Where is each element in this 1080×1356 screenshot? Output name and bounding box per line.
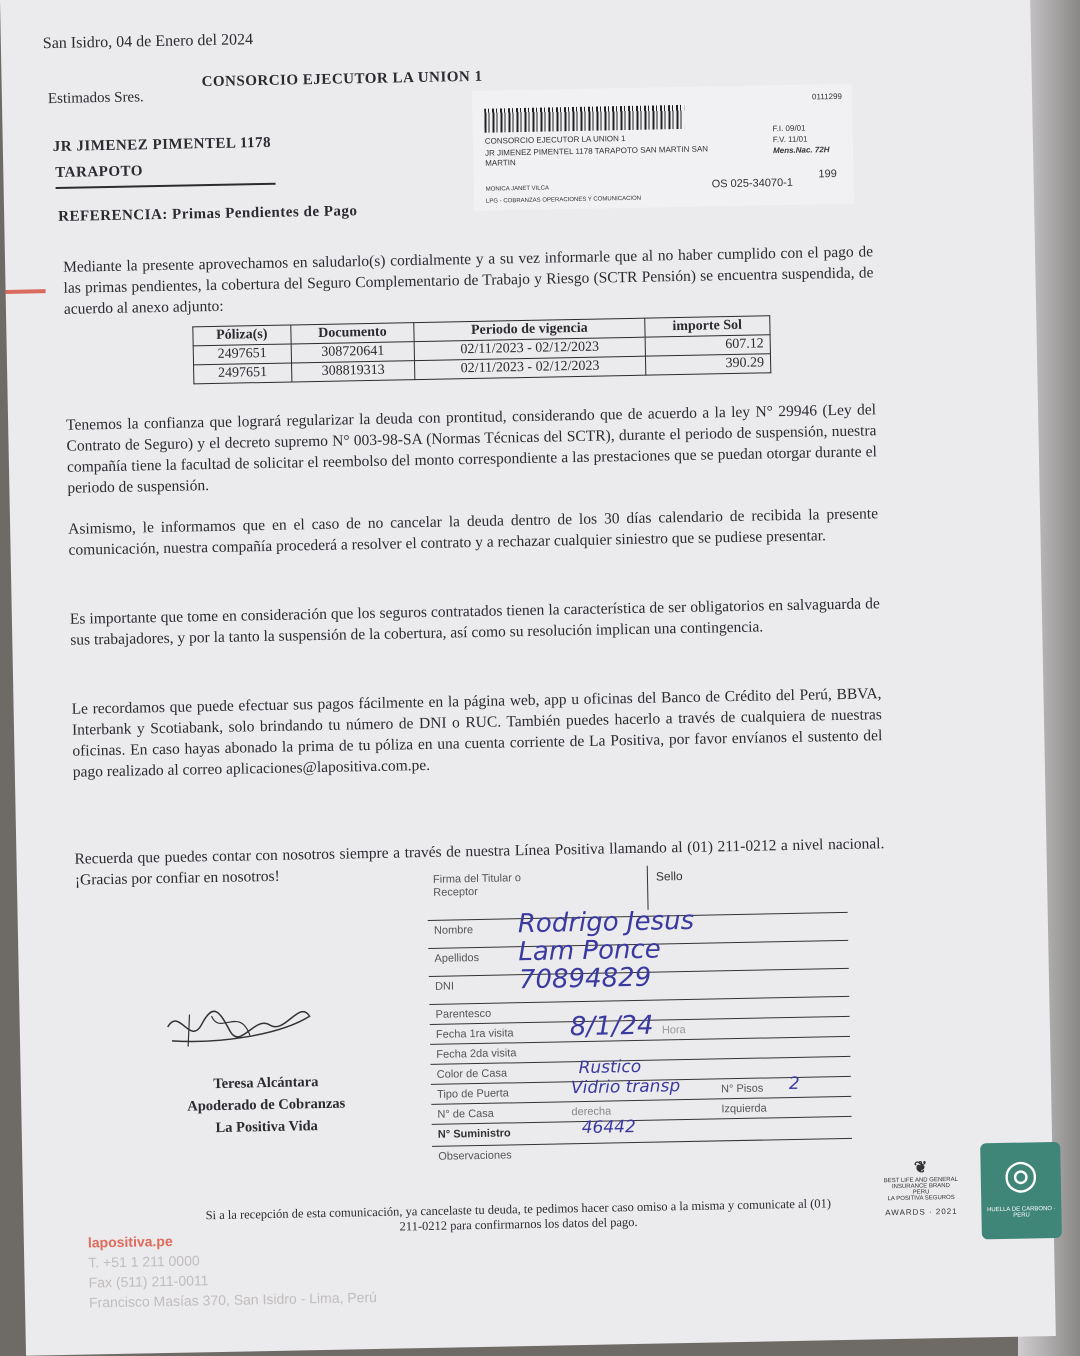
letter-date: San Isidro, 04 de Enero del 2024 [42,31,254,53]
label-name: CONSORCIO EJECUTOR LA UNION 1 [484,134,626,146]
carbon-label: HUELLA DE CARBONO · PERU [987,1205,1056,1219]
nombre-label: Nombre [433,924,474,937]
label-fv: F.V. 11/01 [772,134,808,145]
award-line: LA POSITIVA SEGUROS [887,1194,955,1203]
award-line: AWARDS · 2021 [885,1206,958,1218]
recipient-company: CONSORCIO EJECUTOR LA UNION 1 [201,68,483,91]
observaciones-label: Observaciones [438,1149,512,1163]
laurel-icon: ❦ [913,1159,928,1177]
label-code: 199 [818,167,837,181]
pisos-label: N° Pisos [720,1082,764,1096]
dni-value: 70894829 [518,962,652,996]
izquierda-label: Izquierda [721,1102,767,1116]
apellidos-label: Apellidos [434,951,480,965]
parentesco-label: Parentesco [435,1007,492,1021]
casa-label: N° de Casa [437,1107,494,1121]
footer-phone: T. +51 1 211 0000 [88,1252,200,1271]
carbon-badge [980,1142,1062,1240]
label-os: OS 025-34070-1 [711,176,794,191]
table-cell: 02/11/2023 - 02/12/2023 [415,356,646,379]
award-line: BEST LIFE AND GENERAL INSURANCE BRAND [883,1176,959,1191]
label-mens: Mens.Nac. 72H [772,145,830,156]
firma-label: Firma del Titular o Receptor [432,872,522,899]
apellidos-value: Lam Ponce [518,934,662,968]
table-header: importe Sol [644,316,770,337]
paragraph-cancel: Asimismo, le informamos que en el caso de no cancelar la deuda dentro de los 30 días calendario de recibida la presente comunicación, nuestra compañía procederá a resolver el contrato y a rechazar cualquier siniestro que se pudiese presentar. [68,505,879,559]
margin-mark [6,289,46,294]
greeting: Estimados Sres. [47,89,144,108]
label-signer: MONICA JANET VILCA [485,185,550,193]
label-number: 0111299 [811,91,843,102]
derecha-label: derecha [571,1105,612,1119]
suministro-value: 46442 [581,1117,637,1139]
signer-title: Apoderado de Cobranzas [187,1095,346,1115]
delivery-form [427,862,853,1180]
table-cell: 607.12 [645,335,771,356]
address-underline [56,183,276,189]
reference: REFERENCIA: Primas Pendientes de Pago [58,203,358,225]
footer-fax: Fax (511) 211-0011 [88,1272,209,1291]
hora-label: Hora [661,1024,686,1037]
barcode [484,105,684,133]
footer-note: Si a la recepción de esta comunicación, ya cancelaste tu deuda, te pedimos hacer caso omiso a la misma y comunicate al (01) 211-0212 para confirmarnos los datos del pago. [205,1196,832,1234]
puerta-label: Tipo de Puerta [436,1087,509,1101]
paragraph-contact: Recuerda que puedes contar con nosotros siempre a través de nuestra Línea Positiva llamando al (01) 211-0212 a nivel nacional. ¡Gracias por confiar en nosotros! [74,835,885,889]
color-value: Rustico [578,1056,642,1079]
table-cell: 2497651 [193,344,291,365]
suministro-label: N° Suministro [437,1127,511,1141]
signer-name: Teresa Alcántara [213,1074,319,1093]
paragraph-payment: Le recordamos que puede efectuar sus pagos fácilmente en la página web, app u oficinas del Banco de Crédito del Perú, BBVA, Interbank y Scotiabank, solo brindando tu número de DNI o RUC. También puedes hacerlo a través de cualquiera de nuestras oficinas. En caso hayas abonado la prima de tu póliza en una cuenta corriente de La Positiva, por favor envíanos el sustento del pago realizado al correo aplicaciones@lapositiva.com.pe. [71,685,883,781]
footer-website: lapositiva.pe [87,1232,173,1251]
color-label: Color de Casa [436,1067,508,1081]
form-row-dni [429,962,849,999]
signer-company: La Positiva Vida [215,1118,318,1137]
sello-box [647,862,849,910]
paragraph-legal: Tenemos la confianza que logrará regularizar la deuda con prontitud, considerando que de acuerdo a la ley N° 29946 (Ley del Contrato de Seguro) y el decreto supremo N° 003-98-SA (Normas Técnicas del SCTR), durante el periodo de suspensión, nuestra compañía tiene la facultad de solicitar el reembolso del monto correspondiente a las prestaciones que se puedan otorgar durante el periodo de suspensión. [66,401,877,497]
award-badge [870,1157,972,1249]
table-header: Documento [290,323,414,344]
label-dates [773,122,830,156]
fingerprint-icon: ◎ [1002,1152,1039,1197]
table-header: Periodo de vigencia [414,318,645,341]
intro-paragraph: Mediante la presente aprovechamos en saludarlo(s) cordialmente y a su vez informarle que al no haber cumplido con el pago de las primas pendientes, la cobertura del Seguro Complementario de Trabajo y Riesgo (SCTR Pensión) se encuentra suspendida, de acuerdo al anexo adjunto: [62,243,874,318]
recipient-city: TARAPOTO [55,163,144,181]
label-address: JR JIMENEZ PIMENTEL 1178 TARAPOTO SAN MARTIN SAN MARTIN [484,144,709,168]
table-cell: 02/11/2023 - 02/12/2023 [414,337,645,360]
recipient-address: JR JIMENEZ PIMENTEL 1178 [52,134,272,156]
fecha1-label: Fecha 1ra visita [435,1027,514,1041]
nombre-value: Rodrigo Jesus [517,905,695,940]
pisos-value: 2 [788,1073,800,1095]
table-header: Póliza(s) [193,325,291,346]
puerta-value: Vidrio transp [570,1076,681,1099]
dni-label: DNI [434,980,455,993]
signature-image [159,994,320,1057]
fecha-value: 8/1/24 [569,1010,654,1043]
label-dept: LPG - COBRANZAS OPERACIONES Y COMUNICACION [485,195,642,205]
table-cell: 308720641 [291,342,415,363]
award-line: PERU [912,1189,930,1196]
footer-address: Francisco Masías 370, San Isidro - Lima, Perú [88,1289,378,1311]
debts-table [192,315,771,384]
mailing-label [472,84,854,211]
sello-label: Sello [655,869,683,884]
table-cell: 390.29 [645,354,771,375]
table-cell: 2497651 [194,363,292,384]
paragraph-importance: Es importante que tome en consideración que los seguros contratados tienen la característica de ser obligatorios en salvaguarda de sus trabajadores, y por la tanto la suspensión de la cobertura, así como su resolución implican una contingencia. [69,595,880,649]
fecha2-label: Fecha 2da visita [436,1047,517,1061]
table-cell: 308819313 [291,361,415,382]
label-fi: F.I. 09/01 [772,123,806,134]
